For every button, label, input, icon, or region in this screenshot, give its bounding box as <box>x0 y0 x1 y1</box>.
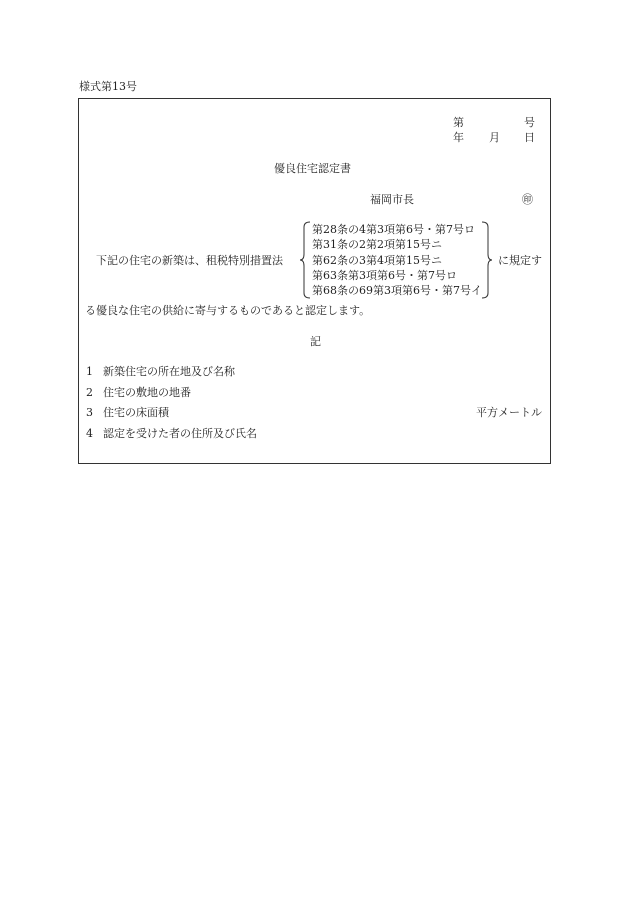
body-lead: 下記の住宅の新築は、租税特別措置法 <box>96 254 283 267</box>
number-suffix: 号 <box>524 116 535 129</box>
number-prefix: 第 <box>453 116 464 129</box>
item-number: 1 <box>86 365 93 378</box>
issuer-seal: ㊞ <box>522 193 533 206</box>
left-brace <box>299 221 313 299</box>
item-number: 3 <box>86 406 93 419</box>
item-number: 2 <box>86 386 93 399</box>
item-label: 住宅の敷地の地番 <box>103 386 191 399</box>
body-continuation: る優良な住宅の供給に寄与するものであると認定します。 <box>85 304 371 317</box>
document-title: 優良住宅認定書 <box>274 162 351 175</box>
form-number: 様式第13号 <box>79 80 137 93</box>
law-item: 第68条の69第3項第6号・第7号イ <box>312 284 482 297</box>
body-tail: に規定す <box>498 254 542 267</box>
floor-area-unit: 平方メートル <box>476 406 542 419</box>
law-item: 第28条の4第3項第6号・第7号ロ <box>312 223 475 236</box>
item-number: 4 <box>86 427 93 440</box>
item-label: 認定を受けた者の住所及び氏名 <box>103 427 257 440</box>
item-label: 新築住宅の所在地及び名称 <box>103 365 235 378</box>
item-label: 住宅の床面積 <box>103 406 169 419</box>
law-item: 第31条の2第2項第15号ニ <box>312 238 442 251</box>
date-year: 年 <box>453 131 464 144</box>
ki-heading: 記 <box>310 335 321 348</box>
law-item: 第62条の3第4項第15号ニ <box>312 254 442 267</box>
date-day: 日 <box>524 131 535 144</box>
law-item: 第63条第3項第6号・第7号ロ <box>312 269 457 282</box>
date-month: 月 <box>489 131 500 144</box>
issuer-name: 福岡市長 <box>370 193 414 206</box>
